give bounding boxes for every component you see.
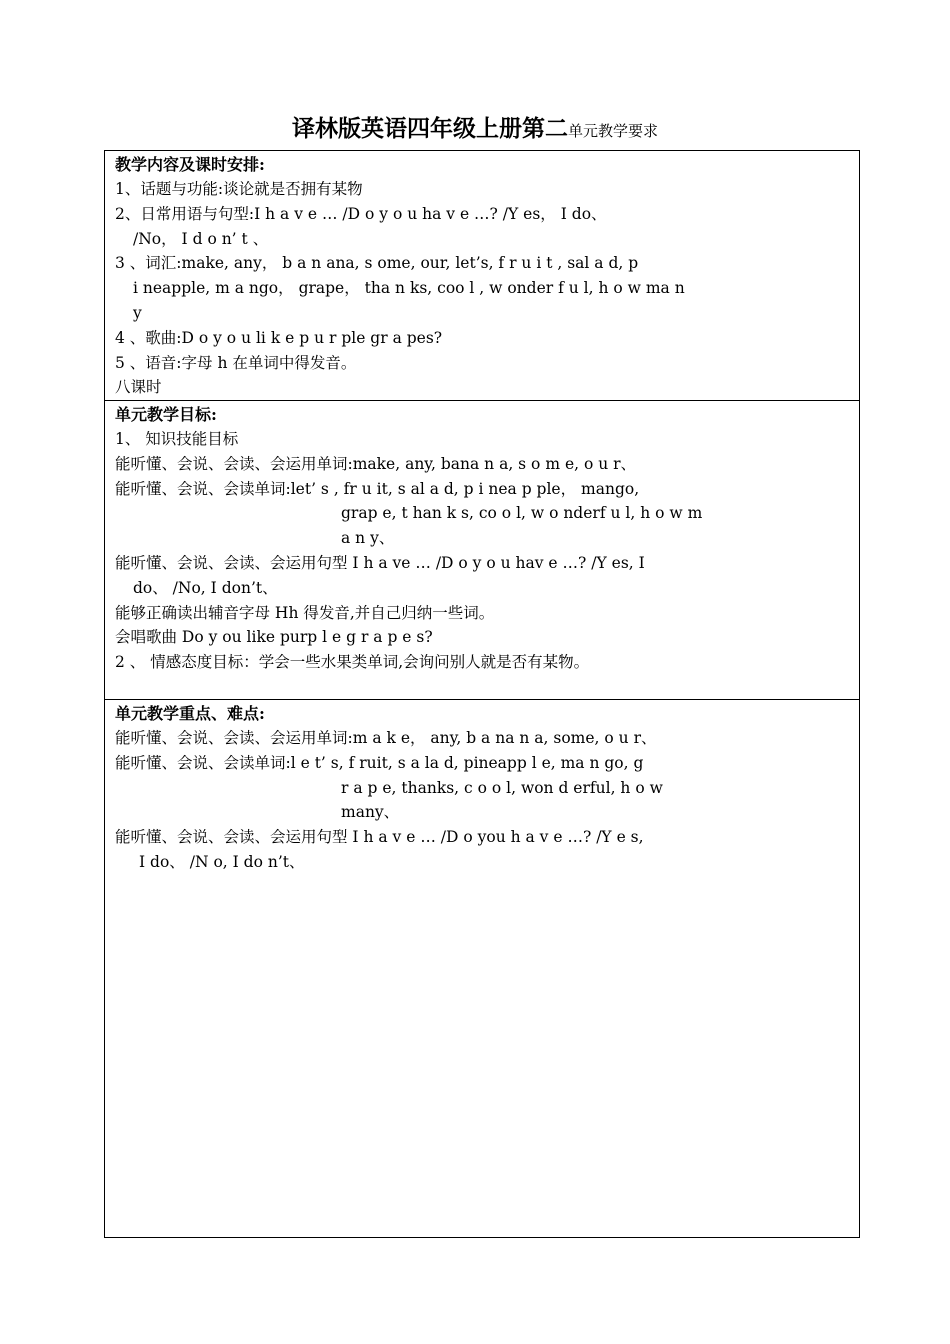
- goal-line: 能够正确读出辅音字母 Hh 得发音,并自己归纳一些词。: [115, 603, 495, 622]
- content-line: 1、话题与功能:谈论就是否拥有某物: [115, 180, 363, 198]
- keypoint-line: I do、 /N o, I do n’t、: [139, 852, 305, 871]
- content-line: /No， I d o n’ t 、: [133, 229, 269, 248]
- goal-line: do、 /No, I don’t、: [133, 578, 278, 597]
- goal-line: grap e, t han k s, co o l, w o nderf u l, h o w m: [341, 504, 703, 523]
- goal-line: 会唱歌曲 Do y ou like purp l e g r a p e s?: [115, 628, 433, 647]
- document-title: [0, 110, 950, 143]
- content-line: 八课时: [115, 378, 162, 397]
- title-suffix: 单元教学要求: [567, 122, 658, 140]
- section-key-points: [105, 699, 859, 1237]
- goal-line: a n y、: [341, 529, 395, 548]
- keypoint-line: many、: [341, 803, 400, 822]
- goal-line: 1、 知识技能目标: [115, 430, 239, 448]
- section-unit-goals: [105, 400, 859, 700]
- requirements-table: [104, 150, 860, 1238]
- title-main: 译林版英语四年级上册第二: [291, 115, 568, 142]
- keypoint-line: 能听懂、会说、会读、会运用单词:m a k e， any, b a na n a, some, o u r、: [115, 729, 657, 747]
- content-line: i neapple, m a ngo， grape， tha n ks, coo l , w onder f u l, h o w ma n: [133, 279, 685, 298]
- content-line: 4 、歌曲:D o y o u li k e p u r ple gr a pes?: [115, 328, 443, 347]
- content-line: y: [133, 303, 142, 322]
- content-line: 3 、词汇:make, any， b a n ana, s ome, our, let’s, f r u i t , sal a d, p: [115, 254, 639, 273]
- goal-line: 能听懂、会说、会读、会运用句型 I h a ve … /D o y o u hav e …? /Y es, I: [115, 553, 645, 572]
- goal-line: 能听懂、会说、会读、会运用单词:make, any, bana n a, s o m e, o u r、: [115, 454, 637, 473]
- keypoint-line: 能听懂、会说、会读、会运用句型 I h a v e … /D o you h a v e …? /Y e s,: [115, 828, 644, 847]
- content-line: 2、日常用语与句型:I h a v e … /D o y o u ha v e …? /Y es， I do、: [115, 204, 607, 223]
- section-content-schedule: [105, 151, 859, 401]
- goal-line: 能听懂、会说、会读单词:let’ s , fr u it, s al a d, p i nea p ple， mango,: [115, 479, 640, 498]
- goal-line: 2 、 情感态度目标：学会一些水果类单词,会询问别人就是否有某物。: [115, 653, 590, 672]
- section-heading: 单元教学目标:: [115, 405, 217, 424]
- section-heading: 单元教学重点、难点:: [115, 704, 265, 723]
- content-line: 5 、语音:字母 h 在单词中得发音。: [115, 353, 357, 372]
- keypoint-line: r a p e, thanks, c o o l, won d erful, h o w: [341, 778, 663, 797]
- section-heading: 教学内容及课时安排:: [115, 155, 265, 174]
- keypoint-line: 能听懂、会说、会读单词:l e t’ s, f ruit, s a la d, pineapp l e, ma n go, g: [115, 753, 644, 772]
